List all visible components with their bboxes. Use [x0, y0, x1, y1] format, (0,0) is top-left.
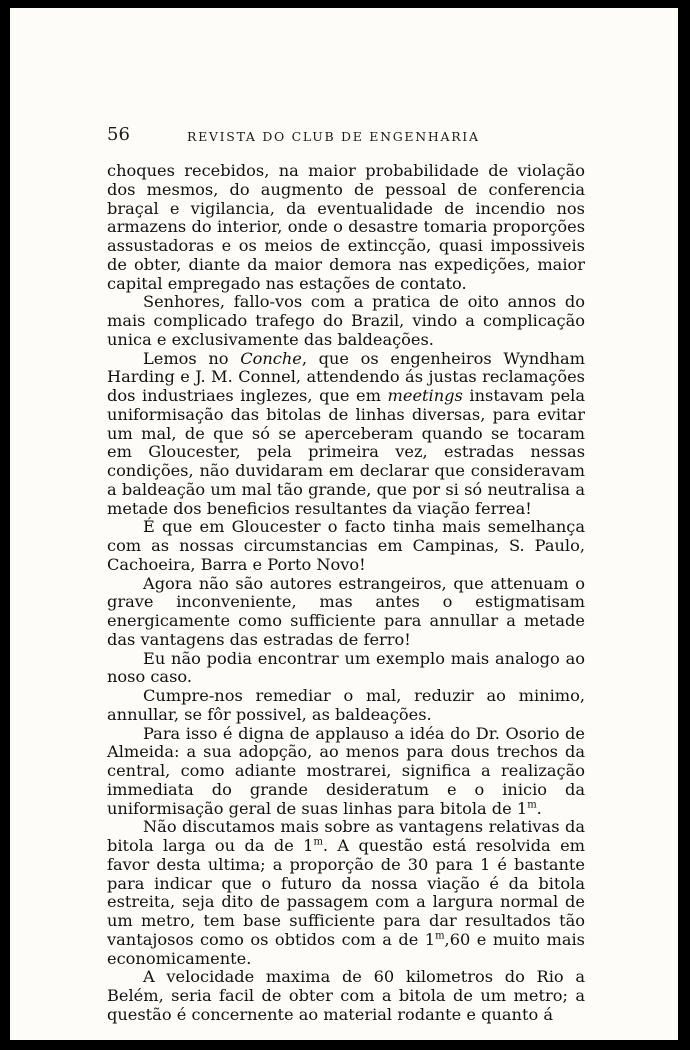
text-segment: A velocidade maxima de 60 kilometros do Rio a Belém, seria facil de obter com a bitola de um metro; a questão é concernente ao material rodante e quanto á: [107, 967, 585, 1024]
page-header: [107, 121, 595, 155]
text-segment: . A questão está resolvida em favor desta ultima; a proporção de 30 para 1 é bastante para indicar que o futuro da nossa viação é da bitola estreita, seja dito de passagem com a largura normal de um metro, tem base sufficiente para dar resultados tão vantajosos como os obtidos com a de 1: [107, 836, 585, 949]
body-text: [107, 162, 585, 1025]
paragraph: [107, 162, 585, 293]
running-title: REVISTA DO CLUB DE ENGENHARIA: [187, 129, 480, 144]
text-segment: instavam pela uniformisação das bitolas de linhas diversas, para evitar um mal, de que só se aperceberam quando se tocaram em Gloucester, pela primeira vez, estradas nessas condições, não duvidaram em declarar que consideravam a baldeação um mal tão grande, que por si só neutralisa a metade dos beneficios resultantes da viação ferrea!: [107, 386, 585, 518]
document-page: [10, 8, 678, 1040]
paragraph: [107, 575, 585, 650]
text-segment: choques recebidos, na maior probabilidade de violação dos mesmos, do augmento de pessoal de conferencia braçal e vigilancia, da eventualidade de incendio nos armazens do interior, onde o desastre tomaria proporções assustadoras e os meios de extincção, quasi impossiveis de obter, diante da maior demora nas expedições, maior capital empregado nas estações de contato.: [107, 161, 585, 293]
paragraph: [107, 518, 585, 574]
italic-text: Conche: [240, 348, 302, 368]
paragraph: [107, 968, 585, 1024]
text-segment: Eu não podia encontrar um exemplo mais analogo ao noso caso.: [107, 648, 585, 687]
text-segment: .: [536, 798, 542, 818]
paragraph: [107, 293, 585, 349]
text-segment: É que em Gloucester o facto tinha mais semelhança com as nossas circumstancias em Campinas, S. Paulo, Cachoeira, Barra e Porto Novo!: [107, 517, 585, 574]
paragraph: [107, 725, 585, 819]
text-segment: Para isso é digna de applauso a idéa do Dr. Osorio de Almeida: a sua adopção, ao menos para dous trechos da central, como adiante mostrarei, significa a realização immediata do grande desideratum e o inicio da uniformisação geral de suas linhas para bitola de 1: [107, 723, 585, 818]
text-segment: Senhores, fallo-vos com a pratica de oito annos do mais complicado trafego do Brazil, vindo a complicação unica e exclusivamente das baldeações.: [107, 292, 585, 349]
paragraph: [107, 818, 585, 968]
text-segment: Agora não são autores estrangeiros, que attenuam o grave inconveniente, mas antes o estigmatisam energicamente como sufficiente para annullar a metade das vantagens das estradas de ferro!: [107, 573, 585, 649]
superscript: m: [313, 836, 323, 848]
text-segment: Não discutamos mais sobre as vantagens relativas da bitola larga ou da de 1: [107, 817, 585, 855]
text-segment: Cumpre-nos remediar o mal, reduzir ao minimo, annullar, se fôr possivel, as baldeações.: [107, 686, 585, 724]
italic-text: meetings: [387, 386, 463, 405]
superscript: m: [527, 799, 537, 811]
paragraph: [107, 650, 585, 688]
paragraph: [107, 350, 585, 519]
superscript: m: [435, 930, 445, 942]
page-number: 56: [107, 124, 130, 145]
text-segment: ,60 e muito mais economicamente.: [107, 929, 585, 968]
text-segment: Lemos no: [143, 348, 241, 368]
paragraph: [107, 687, 585, 725]
text-segment: , que os engenheiros Wyndham Harding e J. M. Connel, attendendo ás justas reclamações dos industriaes inglezes, que em: [107, 348, 585, 405]
